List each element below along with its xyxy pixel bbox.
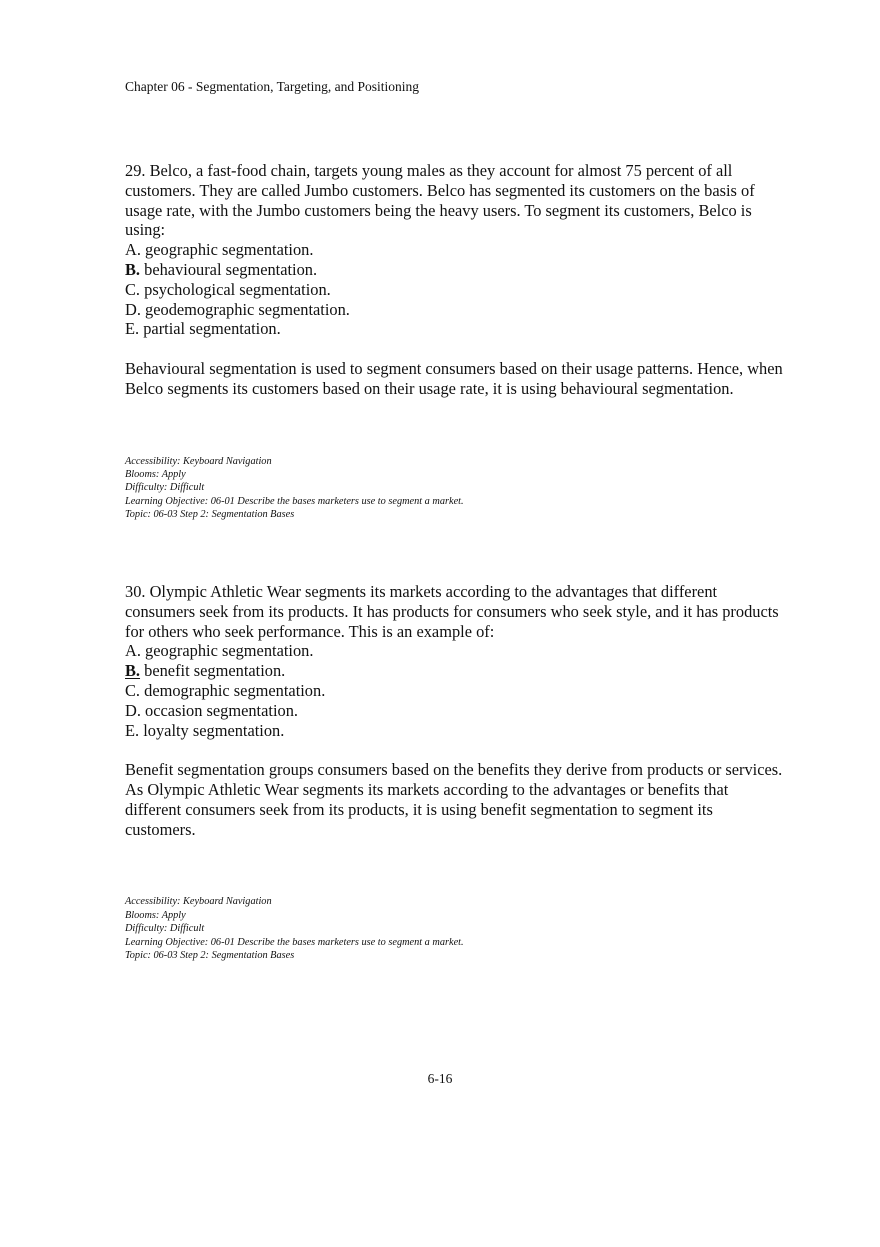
option-text: partial segmentation. [143, 319, 281, 339]
answer-options [125, 641, 785, 740]
option-a [125, 641, 785, 661]
option-letter: C. [125, 279, 141, 299]
option-text: benefit segmentation. [144, 661, 286, 681]
option-letter: D. [125, 299, 141, 319]
question-metadata [125, 455, 785, 522]
meta-topic: Topic: 06-03 Step 2: Segmentation Bases [125, 949, 295, 961]
option-text: loyalty segmentation. [143, 720, 285, 740]
option-letter: C. [125, 680, 141, 700]
option-letter-correct: B. [125, 661, 141, 681]
option-text: occasion segmentation. [145, 700, 298, 720]
option-b [125, 661, 785, 681]
meta-accessibility: Accessibility: Keyboard Navigation [125, 896, 272, 908]
meta-blooms: Blooms: Apply [125, 468, 186, 480]
option-letter-correct: B. [125, 259, 141, 279]
option-b [125, 260, 785, 280]
meta-topic: Topic: 06-03 Step 2: Segmentation Bases [125, 509, 295, 521]
option-d [125, 701, 785, 721]
option-letter: D. [125, 700, 141, 720]
question-metadata [125, 895, 785, 962]
option-letter: E. [125, 319, 140, 339]
option-letter: A. [125, 641, 141, 661]
meta-accessibility: Accessibility: Keyboard Navigation [125, 455, 272, 467]
meta-learning-objective: Learning Objective: 06-01 Describe the bases marketers use to segment a market. [125, 936, 464, 948]
option-text: geographic segmentation. [145, 240, 314, 260]
meta-difficulty: Difficulty: Difficult [125, 482, 205, 494]
chapter-header: Chapter 06 - Segmentation, Targeting, and Positioning [125, 79, 420, 94]
meta-learning-objective: Learning Objective: 06-01 Describe the bases marketers use to segment a market. [125, 495, 464, 507]
meta-difficulty: Difficulty: Difficult [125, 923, 205, 935]
option-text: geographic segmentation. [145, 641, 314, 661]
option-c [125, 681, 785, 701]
option-letter: A. [125, 240, 141, 260]
option-a [125, 240, 785, 260]
option-text: demographic segmentation. [144, 680, 326, 700]
answer-options [125, 240, 785, 339]
answer-explanation: Benefit segmentation groups consumers based on the benefits they derive from products or services. As Olympic Athletic Wear segments its markets according to the advantages or benefits that different consumers seek from its products, it is using benefit segmentation to segment its customers. [125, 760, 783, 839]
option-e [125, 319, 785, 339]
option-text: psychological segmentation. [144, 279, 331, 299]
question-30 [125, 582, 785, 962]
option-d [125, 300, 785, 320]
answer-explanation: Behavioural segmentation is used to segment consumers based on their usage patterns. Hence, when Belco segments its customers based on their usage rate, it is using behavioural segmentation. [125, 358, 783, 398]
option-letter: E. [125, 720, 140, 740]
question-29 [125, 161, 785, 522]
option-text: geodemographic segmentation. [145, 299, 350, 319]
page-number: 6-16 [427, 1071, 453, 1086]
option-c [125, 280, 785, 300]
question-stem: 29. Belco, a fast-food chain, targets young males as they account for almost 75 percent of all customers. They are called Jumbo customers. Belco has segmented its customers on the basis of usage rate, with the Jumbo customers being the heavy users. To segment its customers, Belco is using: [125, 161, 755, 240]
question-stem: 30. Olympic Athletic Wear segments its markets according to the advantages that different consumers seek from its products. It has products for consumers who seek style, and it has products for others who seek performance. This is an example of: [125, 582, 779, 641]
meta-blooms: Blooms: Apply [125, 909, 186, 921]
option-e [125, 721, 785, 741]
option-text: behavioural segmentation. [144, 259, 318, 279]
